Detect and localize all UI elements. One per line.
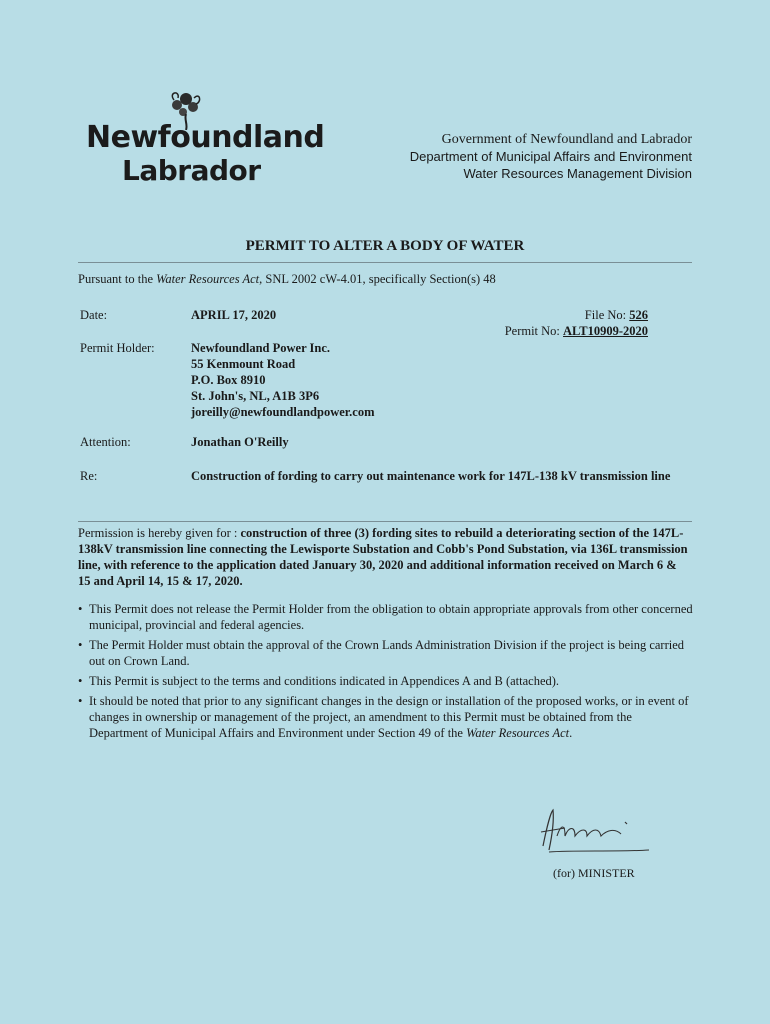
division-name: Water Resources Management Division: [463, 166, 692, 181]
holder-line: P.O. Box 8910: [191, 373, 266, 387]
permit-number-value: ALT10909-2020: [563, 324, 648, 338]
section-divider: [78, 521, 692, 522]
permission-scope: construction of three (3) fording sites to rebuild a deteriorating section of the 147L-138kV transmission line connecting the Lewisporte Substation and Cobb's Pond Substation, via 136L transmission line, with reference to the application dated January 30, 2020 and additional information received on March 6 & 15 and April 14, 15 & 17, 2020.: [78, 526, 688, 588]
document-title: PERMIT TO ALTER A BODY OF WATER: [245, 238, 525, 254]
conditions-list: [78, 601, 694, 745]
condition-item: • It should be noted that prior to any significant changes in the design or installation of the proposed works, or in event of changes in ownership or management of the project, an amendment to this Permit must be obtained from the Department of Municipal Affairs and Environment under Section 49 of the Water Resources Act.: [78, 693, 694, 741]
attention-value: Jonathan O'Reilly: [191, 435, 289, 449]
date-label: Date:: [80, 308, 108, 322]
permit-number: Permit No: ALT10909-2020: [504, 324, 648, 338]
permission-statement: Permission is hereby given for : construction of three (3) fording sites to rebuild a deteriorating section of the 147L-138kV transmission line connecting the Lewisporte Substation and Cobb's Pond Substation, via 136L transmission line, with reference to the application dated January 30, 2020 and additional information received on March 6 & 15 and April 14, 15 & 17, 2020.: [78, 526, 688, 588]
government-name: Government of Newfoundland and Labrador: [441, 132, 692, 147]
condition-item: • This Permit is subject to the terms and conditions indicated in Appendices A and B (attached).: [78, 673, 694, 689]
act-name: Water Resources Act: [466, 726, 570, 740]
file-number-value: 526: [629, 308, 648, 322]
department-name: Department of Municipal Affairs and Environment: [409, 149, 692, 164]
condition-item: • The Permit Holder must obtain the approval of the Crown Lands Administration Division if the project is being carried out on Crown Land.: [78, 637, 694, 669]
file-number: File No: 526: [584, 308, 648, 322]
logo-word-newfoundland: Newfoundland: [86, 120, 325, 155]
authority-line: Pursuant to the Water Resources Act, SNL 2002 cW-4.01, specifically Section(s) 48: [78, 272, 496, 286]
re-value: Construction of fording to carry out maintenance work for 147L-138 kV transmission line: [191, 469, 671, 483]
re-label: Re:: [80, 469, 98, 483]
permit-holder-label: Permit Holder:: [80, 341, 155, 355]
holder-line: 55 Kenmount Road: [191, 357, 296, 371]
signature-caption: (for) MINISTER: [553, 866, 635, 880]
logo-word-labrador: Labrador: [122, 154, 261, 187]
attention-label: Attention:: [80, 435, 131, 449]
holder-email: joreilly@newfoundlandpower.com: [191, 405, 375, 419]
minister-signature: [535, 806, 655, 858]
permit-holder-address: [191, 340, 375, 420]
government-header: [410, 131, 692, 182]
condition-item: • This Permit does not release the Permit Holder from the obligation to obtain appropriate approvals from other concerned municipal, provincial and federal agencies.: [78, 601, 694, 633]
date-value: APRIL 17, 2020: [191, 308, 277, 322]
holder-line: Newfoundland Power Inc.: [191, 341, 331, 355]
title-divider: [78, 262, 692, 263]
nl-logo: [86, 90, 325, 190]
holder-line: St. John's, NL, A1B 3P6: [191, 389, 320, 403]
act-name: Water Resources Act: [156, 272, 260, 286]
